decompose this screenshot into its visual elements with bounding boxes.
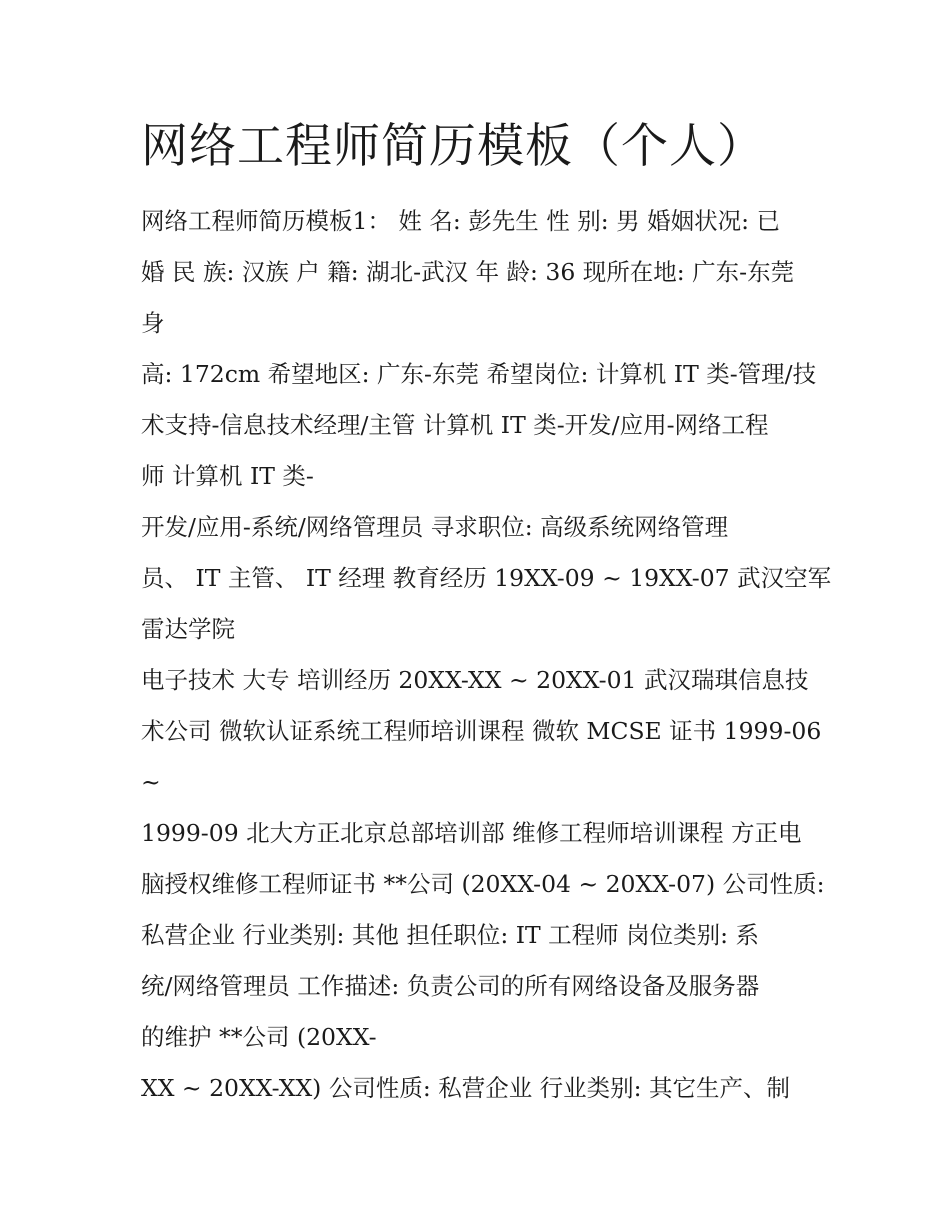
- body-line: 电子技术 大专 培训经历 20XX-XX ~ 20XX-01 武汉瑞琪信息技: [141, 666, 809, 694]
- body-line: 术支持-信息技术经理/主管 计算机 IT 类-开发/应用-网络工程: [141, 411, 769, 439]
- body-line: 员、 IT 主管、 IT 经理 教育经历 19XX-09 ~ 19XX-07 武汉空军: [141, 564, 832, 592]
- body-line: 私营企业 行业类别: 其他 担任职位: IT 工程师 岗位类别: 系: [141, 921, 759, 949]
- body-line: 1999-09 北大方正北京总部培训部 维修工程师培训课程 方正电: [141, 819, 802, 847]
- body-line: XX ~ 20XX-XX) 公司性质: 私营企业 行业类别: 其它生产、制: [141, 1074, 791, 1102]
- body-line: 的维护 **公司 (20XX-: [141, 1023, 377, 1051]
- body-line: 术公司 微软认证系统工程师培训课程 微软 MCSE 证书 1999-06: [141, 717, 822, 745]
- body-line: 脑授权维修工程师证书 **公司 (20XX-04 ~ 20XX-07) 公司性质:: [141, 870, 825, 898]
- body-line: 统/网络管理员 工作描述: 负责公司的所有网络设备及服务器: [141, 972, 760, 1000]
- body-line: 雷达学院: [141, 615, 235, 643]
- document-body: [141, 196, 832, 1114]
- page-title: 网络工程师简历模板（个人）: [141, 119, 765, 174]
- body-line: 网络工程师简历模板1： 姓 名: 彭先生 性 别: 男 婚姻状况: 已: [141, 207, 780, 235]
- body-line: ~: [141, 768, 161, 796]
- body-line: 身: [141, 309, 165, 337]
- body-line: 开发/应用-系统/网络管理员 寻求职位: 高级系统网络管理: [141, 513, 729, 541]
- body-line: 婚 民 族: 汉族 户 籍: 湖北-武汉 年 龄: 36 现所在地: 广东-东莞: [141, 258, 795, 286]
- body-line: 高: 172cm 希望地区: 广东-东莞 希望岗位: 计算机 IT 类-管理/技: [141, 360, 817, 388]
- body-line: 师 计算机 IT 类-: [141, 462, 314, 490]
